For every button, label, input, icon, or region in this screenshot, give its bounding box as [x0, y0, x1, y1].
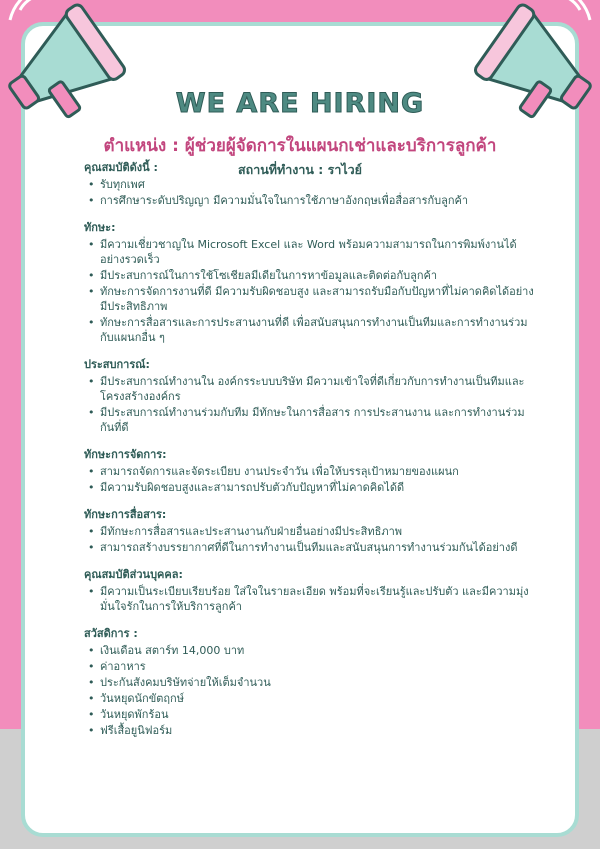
- list-item: • มีความรับผิดชอบสูงและสามารถปรับตัวกับปัญหาที่ไม่คาดคิดได้ดี: [100, 480, 534, 495]
- position-title: ตำแหน่ง : ผู้ช่วยผู้จัดการในแผนกเช่าและบริการลูกค้า: [103, 136, 497, 156]
- work-location: สถานที่ทำงาน : ราไวย์: [238, 162, 362, 177]
- list-item: • ทักษะการสื่อสารและการประสานงานที่ดี เพื่อสนับสนุนการทำงานเป็นทีมและการทำงานร่วมกับแผนกอื่น ๆ: [100, 315, 534, 345]
- list-item: • วันหยุดพักร้อน: [100, 707, 534, 722]
- megaphone-left-icon: [0, 0, 150, 140]
- section-personal-qualities: [84, 567, 534, 614]
- section-qualifications: [84, 160, 534, 208]
- list-item: • ทักษะการจัดการงานที่ดี มีความรับผิดชอบสูง และสามารถรับมือกับปัญหาที่ไม่คาดคิดได้อย่างมีประสิทธิภาพ: [100, 284, 534, 314]
- list-item: • วันหยุดนักขัตฤกษ์: [100, 691, 534, 706]
- section-title: ทักษะการจัดการ:: [84, 448, 167, 461]
- list-item: • ประกันสังคมบริษัทจ่ายให้เต็มจำนวน: [100, 675, 534, 690]
- section-skills: [84, 220, 534, 345]
- item-list: [84, 374, 534, 435]
- item-list: [84, 237, 534, 345]
- list-item: • มีความเชี่ยวชาญใน Microsoft Excel และ Word พร้อมความสามารถในการพิมพ์งานได้อย่างรวดเร็ว: [100, 237, 534, 267]
- poster-title: WE ARE HIRING: [175, 88, 425, 119]
- list-item: • มีประสบการณ์ในการใช้โซเชียลมีเดียในการหาข้อมูลและติดต่อกับลูกค้า: [100, 268, 534, 283]
- item-list: [84, 524, 534, 555]
- list-item: • รับทุกเพศ: [100, 177, 534, 192]
- section-benefits: [84, 626, 534, 738]
- list-item: • สามารถสร้างบรรยากาศที่ดีในการทำงานเป็นทีมและสนับสนุนการทำงานร่วมกันได้อย่างดี: [100, 540, 534, 555]
- section-experience: [84, 357, 534, 435]
- list-item: • ค่าอาหาร: [100, 659, 534, 674]
- list-item: • การศึกษาระดับปริญญา มีความมั่นใจในการใช้ภาษาอังกฤษเพื่อสื่อสารกับลูกค้า: [100, 193, 534, 208]
- item-list: [84, 177, 534, 208]
- list-item: • ฟรีเสื้อยูนิฟอร์ม: [100, 723, 534, 738]
- item-list: [84, 584, 534, 614]
- job-details: [84, 160, 534, 750]
- list-item: • มีประสบการณ์ทำงานใน องค์กรระบบบริษัท มีความเข้าใจที่ดีเกี่ยวกับการทำงานเป็นทีมและโครงสร้างองค์กร: [100, 374, 534, 404]
- megaphone-right-icon: [450, 0, 600, 140]
- section-communication-skills: [84, 507, 534, 555]
- section-title: สวัสดิการ :: [84, 627, 138, 640]
- section-title: ทักษะการสื่อสาร:: [84, 508, 167, 521]
- section-management-skills: [84, 447, 534, 495]
- list-item: • มีประสบการณ์ทำงานร่วมกับทีม มีทักษะในการสื่อสาร การประสานงาน และการทำงานร่วมกันที่ดี: [100, 405, 534, 435]
- section-title: คุณสมบัติส่วนบุคคล:: [84, 568, 183, 581]
- section-title: คุณสมบัติดังนี้ :: [84, 161, 158, 174]
- list-item: • เงินเดือน สตาร์ท 14,000 บาท: [100, 643, 534, 658]
- section-title: ประสบการณ์:: [84, 358, 150, 371]
- section-title: ทักษะ:: [84, 221, 116, 234]
- list-item: • มีทักษะการสื่อสารและประสานงานกับฝ่ายอื่นอย่างมีประสิทธิภาพ: [100, 524, 534, 539]
- item-list: [84, 464, 534, 495]
- list-item: • มีความเป็นระเบียบเรียบร้อย ใส่ใจในรายละเอียด พร้อมที่จะเรียนรู้และปรับตัว และมีความมุ่งมั่นใจรักในการให้บริการลูกค้า: [100, 584, 534, 614]
- list-item: • สามารถจัดการและจัดระเบียบ งานประจำวัน เพื่อให้บรรลุเป้าหมายของแผนก: [100, 464, 534, 479]
- item-list: [84, 643, 534, 738]
